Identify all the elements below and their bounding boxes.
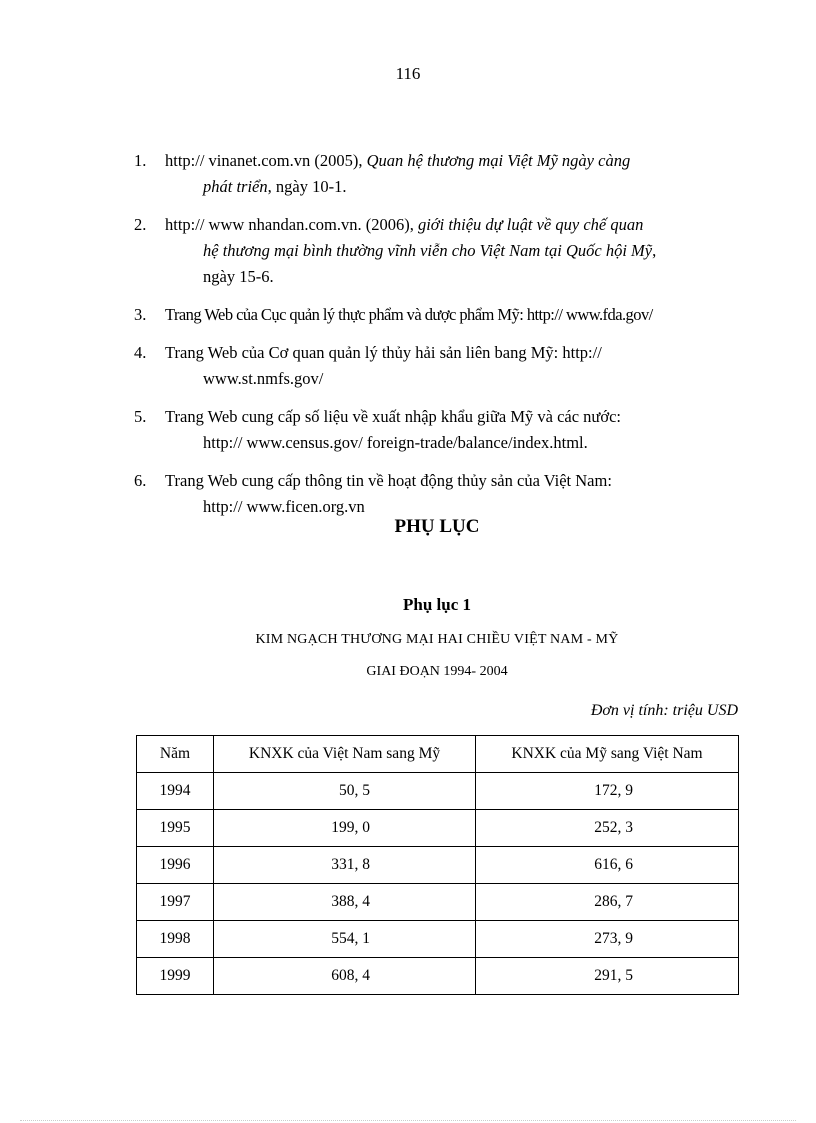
reference-number: 4. bbox=[134, 343, 147, 362]
page-bottom-border bbox=[20, 1120, 796, 1121]
cell-year: 1997 bbox=[137, 884, 214, 921]
reference-url: http:// www.ficen.org.vn bbox=[203, 497, 365, 516]
reference-text: http:// vinanet.com.vn (2005), bbox=[165, 151, 367, 170]
reference-number: 5. bbox=[134, 407, 147, 426]
col-header-us-to-vn: KNXK của Mỹ sang Việt Nam bbox=[476, 736, 739, 773]
cell-vn-export: 50, 5 bbox=[214, 773, 476, 810]
reference-number: 6. bbox=[134, 471, 147, 490]
reference-text: Trang Web cung cấp thông tin về hoạt động thủy sản của Việt Nam: bbox=[165, 471, 612, 490]
reference-text: http:// www nhandan.com.vn. (2006), bbox=[165, 215, 418, 234]
table-header-row bbox=[137, 736, 739, 773]
reference-text: Trang Web của Cơ quan quản lý thủy hải sản liên bang Mỹ: http:// bbox=[165, 343, 602, 362]
appendix-number: Phụ lục 1 bbox=[402, 595, 472, 614]
table-row bbox=[137, 847, 739, 884]
reference-item bbox=[134, 302, 739, 328]
cell-year: 1998 bbox=[137, 921, 214, 958]
trade-table bbox=[136, 735, 739, 995]
reference-text: Trang Web của Cục quản lý thực phẩm và dược phẩm Mỹ: http:// www.fda.gov/ bbox=[165, 305, 653, 324]
reference-date: ngày 15-6. bbox=[203, 267, 274, 286]
reference-title-cont: hệ thương mại bình thường vĩnh viễn cho Việt Nam tại Quốc hội Mỹ bbox=[203, 241, 653, 260]
reference-punct: , bbox=[652, 241, 657, 260]
cell-year: 1994 bbox=[137, 773, 214, 810]
cell-us-export: 286, 7 bbox=[476, 884, 739, 921]
reference-title-cont: phát triển bbox=[203, 177, 268, 196]
cell-year: 1996 bbox=[137, 847, 214, 884]
cell-vn-export: 554, 1 bbox=[214, 921, 476, 958]
cell-us-export: 172, 9 bbox=[476, 773, 739, 810]
table-subtitle: GIAI ĐOẠN 1994- 2004 bbox=[366, 664, 508, 679]
table-row bbox=[137, 773, 739, 810]
reference-list bbox=[134, 148, 739, 532]
reference-text: Trang Web cung cấp số liệu về xuất nhập khẩu giữa Mỹ và các nước: bbox=[165, 407, 621, 426]
reference-item bbox=[134, 148, 739, 200]
cell-vn-export: 388, 4 bbox=[214, 884, 476, 921]
page-number: 116 bbox=[395, 64, 421, 83]
reference-date: , ngày 10-1. bbox=[267, 177, 347, 196]
reference-number: 3. bbox=[134, 305, 147, 324]
reference-title: giới thiệu dự luật về quy chế quan bbox=[417, 215, 644, 234]
appendix-heading: PHỤ LỤC bbox=[394, 516, 480, 537]
cell-us-export: 273, 9 bbox=[476, 921, 739, 958]
reference-number: 1. bbox=[134, 151, 147, 170]
reference-item bbox=[134, 212, 739, 290]
table-row bbox=[137, 921, 739, 958]
cell-vn-export: 331, 8 bbox=[214, 847, 476, 884]
cell-us-export: 616, 6 bbox=[476, 847, 739, 884]
cell-us-export: 291, 5 bbox=[476, 958, 739, 995]
reference-number: 2. bbox=[134, 215, 147, 234]
reference-url: http:// www.census.gov/ foreign-trade/balance/index.html. bbox=[203, 433, 588, 452]
reference-item bbox=[134, 468, 739, 520]
table-row bbox=[137, 958, 739, 995]
cell-year: 1999 bbox=[137, 958, 214, 995]
reference-title: Quan hệ thương mại Việt Mỹ ngày càng bbox=[366, 151, 631, 170]
col-header-year: Năm bbox=[137, 736, 214, 773]
unit-label: Đơn vị tính: triệu USD bbox=[590, 702, 738, 719]
table-row bbox=[137, 884, 739, 921]
cell-year: 1995 bbox=[137, 810, 214, 847]
col-header-vn-to-us: KNXK của Việt Nam sang Mỹ bbox=[214, 736, 476, 773]
table-row bbox=[137, 810, 739, 847]
reference-url: www.st.nmfs.gov/ bbox=[203, 369, 324, 388]
reference-item bbox=[134, 340, 739, 392]
cell-vn-export: 608, 4 bbox=[214, 958, 476, 995]
table-title: KIM NGẠCH THƯƠNG MẠI HAI CHIỀU VIỆT NAM - MỸ bbox=[255, 632, 619, 647]
cell-vn-export: 199, 0 bbox=[214, 810, 476, 847]
reference-item bbox=[134, 404, 739, 456]
cell-us-export: 252, 3 bbox=[476, 810, 739, 847]
